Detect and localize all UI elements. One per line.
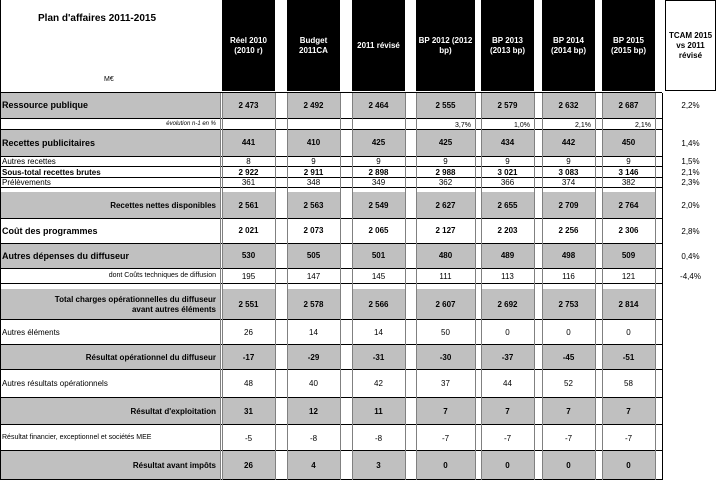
cell-value: 2 632	[558, 100, 579, 110]
cell-value: 1,0%	[514, 121, 530, 129]
sheet-title: Plan d'affaires 2011-2015	[38, 13, 157, 24]
cell-value: 42	[374, 379, 383, 388]
cell-value: 14	[374, 327, 383, 337]
cell-value: 145	[371, 272, 386, 281]
cell-value: 9	[311, 157, 316, 166]
cell-value: -51	[622, 352, 635, 362]
row-label: Recettes publicitaires	[2, 137, 96, 148]
column-divider	[534, 93, 535, 480]
row-label: Sous-total recettes brutes	[2, 167, 101, 177]
row-label: Coût des programmes	[2, 225, 98, 236]
cell-value: 366	[500, 178, 515, 187]
column-divider	[222, 93, 223, 480]
cell-value: 2 922	[238, 167, 259, 177]
cell-value: 450	[621, 138, 636, 147]
column-divider	[416, 93, 417, 480]
cell-value: 348	[306, 178, 321, 187]
column-header: BP 2015 (2015 bp)	[602, 0, 655, 91]
cell-value: 3 021	[497, 167, 518, 177]
row-label: Total charges opérationnelles du diffuseur avant autres éléments	[54, 294, 216, 314]
cell-value: 9	[626, 157, 631, 166]
cell-value: 0	[505, 327, 510, 337]
cell-value: 2 655	[497, 200, 518, 210]
cell-value: 2 065	[368, 226, 389, 235]
cell-value: 3 083	[558, 167, 579, 177]
cell-value: 2 306	[618, 226, 639, 235]
cell-value: 7	[443, 406, 448, 416]
cell-value: 2 764	[618, 200, 639, 210]
column-divider	[220, 93, 221, 480]
cell-value: 2 566	[368, 299, 389, 309]
cell-value: 425	[438, 138, 453, 147]
cell-value: 2 753	[558, 299, 579, 309]
column-divider	[662, 93, 663, 480]
cell-value: 7	[566, 406, 571, 416]
cell-value: 442	[561, 138, 576, 147]
cell-value: 530	[241, 251, 256, 260]
cell-value: 31	[244, 406, 253, 416]
cell-value: 374	[561, 178, 576, 187]
cell-value: 2 578	[303, 299, 324, 309]
row-label: Autres recettes	[2, 157, 56, 166]
cell-value: -45	[562, 352, 575, 362]
cell-value: 361	[241, 178, 256, 187]
cell-value: 501	[371, 251, 386, 260]
cell-value: 7	[505, 406, 510, 416]
row-label: évolution n-1 en %	[166, 120, 216, 127]
cell-value: 58	[624, 379, 633, 388]
cell-value: 410	[306, 138, 321, 147]
cell-value: 2 549	[368, 200, 389, 210]
cell-value: 480	[438, 251, 453, 260]
cell-value: -8	[374, 433, 383, 443]
cell-value: -29	[307, 352, 320, 362]
cell-value: 382	[621, 178, 636, 187]
row-label: Résultat d'exploitation	[130, 406, 216, 416]
cell-value: 50	[441, 327, 450, 337]
column-divider	[602, 93, 603, 480]
cell-value: -17	[242, 352, 255, 362]
cell-value: 425	[371, 138, 386, 147]
cell-tcam: 2,0%	[681, 200, 700, 210]
cell-value: 489	[500, 251, 515, 260]
column-divider	[405, 93, 406, 480]
cell-value: 2 988	[435, 167, 456, 177]
column-header: BP 2014 (2014 bp)	[542, 0, 595, 91]
row-label: Ressource publique	[2, 100, 89, 111]
cell-value: 2 607	[435, 299, 456, 309]
cell-value: 116	[562, 272, 575, 281]
cell-value: -37	[501, 352, 514, 362]
cell-tcam: -4,4%	[680, 271, 701, 281]
row-label: Résultat opérationnel du diffuseur	[85, 352, 216, 362]
cell-value: 3,7%	[455, 121, 471, 129]
cell-value: 113	[501, 272, 514, 281]
row-label: Autres dépenses du diffuseur	[2, 250, 130, 261]
row-label: Résultat financier, exceptionnel et sociétés MEE	[2, 433, 152, 441]
cell-value: 4	[311, 460, 316, 470]
unit-label: M€	[104, 76, 114, 83]
cell-value: 7	[626, 406, 631, 416]
cell-value: 441	[241, 138, 256, 147]
cell-value: 12	[309, 406, 318, 416]
cell-value: 8	[246, 157, 251, 166]
cell-value: 2 911	[303, 167, 324, 177]
cell-value: -5	[244, 433, 253, 443]
cell-value: 26	[244, 327, 253, 337]
row-label: Résultat avant impôts	[132, 460, 216, 470]
cell-tcam: 1,4%	[681, 138, 700, 148]
cell-value: 362	[438, 178, 453, 187]
column-divider	[352, 93, 353, 480]
cell-value: 434	[500, 138, 515, 147]
cell-value: 52	[564, 379, 573, 388]
column-header: BP 2012 (2012 bp)	[416, 0, 475, 91]
cell-value: 0	[626, 327, 631, 337]
cell-tcam: 2,2%	[681, 101, 700, 110]
cell-value: 0	[443, 460, 448, 470]
cell-value: 2 627	[435, 200, 456, 210]
column-divider	[475, 93, 476, 480]
cell-value: -7	[503, 433, 512, 443]
cell-value: 2 203	[497, 226, 518, 235]
cell-value: 505	[306, 251, 321, 260]
cell-value: 2 256	[558, 226, 579, 235]
cell-value: 2 687	[618, 100, 639, 110]
cell-value: 48	[244, 379, 253, 388]
cell-value: 0	[505, 460, 510, 470]
column-divider	[287, 93, 288, 480]
cell-value: 9	[505, 157, 510, 166]
column-divider	[595, 93, 596, 480]
cell-value: 349	[371, 178, 386, 187]
cell-value: -7	[441, 433, 450, 443]
cell-value: 2 551	[238, 299, 259, 309]
cell-value: 2 073	[303, 226, 324, 235]
cell-value: 121	[621, 272, 636, 281]
cell-tcam: 0,4%	[681, 251, 700, 261]
column-divider	[340, 93, 341, 480]
column-divider	[542, 93, 543, 480]
column-header: Réel 2010 (2010 r)	[222, 0, 275, 91]
cell-value: 11	[374, 406, 383, 416]
cell-value: 3	[376, 460, 381, 470]
cell-value: 2 561	[238, 200, 259, 210]
cell-value: 2 473	[238, 100, 259, 110]
cell-value: 9	[566, 157, 571, 166]
cell-value: 37	[441, 379, 450, 388]
cell-value: 2 814	[618, 299, 639, 309]
cell-value: 0	[566, 460, 571, 470]
row-label: Prélèvements	[2, 178, 51, 187]
cell-value: 2 127	[435, 226, 456, 235]
column-header-tcam: TCAM 2015 vs 2011 révisé	[665, 0, 716, 91]
cell-tcam: 2,3%	[681, 178, 700, 187]
cell-value: 2 555	[435, 100, 456, 110]
cell-value: 14	[309, 327, 318, 337]
column-divider	[655, 93, 656, 480]
cell-value: 0	[626, 460, 631, 470]
cell-tcam: 2,1%	[681, 167, 700, 177]
column-divider	[275, 93, 276, 480]
row-label: Autres éléments	[2, 327, 60, 337]
column-header: Budget 2011CA	[287, 0, 340, 91]
cell-value: 195	[241, 272, 256, 281]
row-label: Autres résultats opérationnels	[2, 379, 108, 388]
cell-value: 2 563	[303, 200, 324, 210]
cell-tcam: 1,5%	[681, 157, 700, 166]
cell-value: -8	[309, 433, 318, 443]
cell-value: -30	[439, 352, 452, 362]
cell-value: 2 579	[497, 100, 518, 110]
cell-value: 2,1%	[635, 121, 651, 129]
column-header: 2011 révisé	[352, 0, 405, 91]
column-divider	[481, 93, 482, 480]
cell-value: 498	[561, 251, 576, 260]
cell-value: 509	[621, 251, 636, 260]
cell-value: -7	[564, 433, 573, 443]
cell-value: 2 898	[368, 167, 389, 177]
row-label: dont Coûts techniques de diffusion	[108, 272, 216, 280]
column-divider	[0, 0, 1, 480]
cell-value: 2 709	[558, 200, 579, 210]
cell-value: 44	[503, 379, 512, 388]
cell-value: 40	[309, 379, 318, 388]
cell-tcam: 2,8%	[681, 226, 700, 236]
cell-value: 0	[566, 327, 571, 337]
cell-value: 2 021	[238, 226, 259, 235]
cell-value: 2 692	[497, 299, 518, 309]
cell-value: 9	[376, 157, 381, 166]
cell-value: 2 492	[303, 100, 324, 110]
cell-value: 2,1%	[575, 121, 591, 129]
column-header: BP 2013 (2013 bp)	[481, 0, 534, 91]
row-label: Recettes nettes disponibles	[110, 200, 216, 210]
cell-value: 147	[306, 272, 321, 281]
cell-value: 9	[443, 157, 448, 166]
cell-value: -31	[372, 352, 385, 362]
cell-value: 2 464	[368, 100, 389, 110]
cell-value: 111	[439, 272, 452, 281]
header-divider	[0, 92, 662, 93]
cell-value: 3 146	[618, 167, 639, 177]
cell-value: -7	[624, 433, 633, 443]
cell-value: 26	[244, 460, 253, 470]
